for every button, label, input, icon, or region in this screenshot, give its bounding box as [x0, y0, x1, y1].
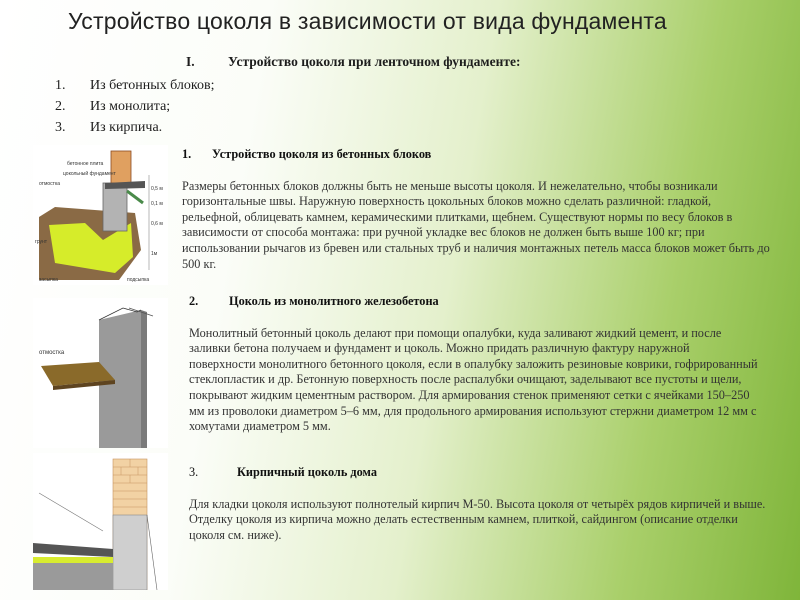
- list-item-text: Из монолита;: [90, 99, 171, 114]
- page-title: Устройство цоколя в зависимости от вида фундамента: [68, 8, 667, 34]
- section-heading-text: Кирпичный цоколь дома: [237, 465, 377, 479]
- section-heading: [189, 294, 759, 310]
- figure-label: 1м: [151, 251, 158, 257]
- list-item-number: 2.: [55, 99, 66, 114]
- figure-label: подсыпка: [127, 277, 150, 283]
- monolithic-section: [189, 294, 759, 435]
- section-heading-text: Устройство цоколя из бетонных блоков: [212, 147, 432, 161]
- section-number: 2.: [189, 294, 199, 308]
- figure-label: 0,5 м: [151, 186, 163, 192]
- section-body: Монолитный бетонный цоколь делают при помощи опалубки, куда заливают жидкий цемент, и после заливки бетона получаем и фундамент и цоколь. Можно придать различную фактуру наружной поверхности монолитного бетонного цоколя, если в опалубку заложить резиновые коврики, гофрированный стеклопластик и др. Бетонную поверхность после распалубки очищают, заделывают все пустоты и щели, покрывают жидким цементным раствором. Для армирования стенок применяют сетки с ячейками 150–250 мм из проволоки диаметром 5–6 мм, для продольного армирования используют стержни диаметром 12 мм с хомутами диаметром 5 мм.: [189, 325, 758, 434]
- brick-plinth-diagram: [33, 453, 168, 590]
- list-item-text: Из кирпича.: [90, 120, 163, 135]
- list-item-number: 1.: [55, 78, 66, 93]
- list-item: [55, 96, 214, 117]
- section-heading: [189, 465, 774, 481]
- figure-label: грунт: [35, 239, 48, 245]
- section-number: 3.: [189, 465, 199, 479]
- list-item-text: Из бетонных блоков;: [90, 78, 215, 93]
- figure-label: цокольный фундамент: [63, 171, 116, 177]
- figure-label: 0,1 м: [151, 201, 163, 207]
- figure-label: отмостка: [39, 181, 61, 187]
- section-heading-text: Цоколь из монолитного железобетона: [229, 294, 439, 308]
- monolithic-plinth-diagram: [33, 298, 168, 448]
- section-body: Размеры бетонных блоков должны быть не меньше высоты цоколя. И нежелательно, чтобы возникали горизонтальные швы. Наружную поверхность цокольных блоков можно сделать различной: гладкой, рельефной, облицевать камнем, керамическими плитками, щебнем. Существуют нормы по весу блоков в зависимости от способа монтажа: при ручной укладке вес блоков не должен быть выше 100 кг; при использовании рычагов из бревен или стальных труб и наличия монтажных петель масса блоков может быть до 500 кг.: [182, 178, 770, 271]
- section-number: I.: [186, 54, 195, 69]
- brick-section: [189, 465, 774, 543]
- section-heading: [182, 147, 772, 163]
- concrete-block-plinth-diagram: [33, 145, 168, 285]
- section-heading: [186, 54, 520, 70]
- foundation-types-list: [55, 75, 214, 138]
- section-number: 1.: [182, 147, 192, 161]
- list-item: [55, 75, 214, 96]
- figure-label: отмостка: [39, 350, 65, 356]
- section-body: Для кладки цоколя используют полнотелый кирпич М-50. Высота цоколя от четырёх рядов кирпичей и выше. Отделку цоколя из кирпича можно делать естественным камнем, плиткой, сайдингом (описание отделки цоколя см. ниже).: [189, 496, 766, 542]
- list-item: [55, 117, 214, 138]
- section-heading-text: Устройство цоколя при ленточном фундаменте:: [228, 54, 521, 69]
- list-item-number: 3.: [55, 120, 66, 135]
- figure-label: 0,6 м: [151, 221, 163, 227]
- concrete-block-section: [182, 147, 772, 272]
- figure-label: засыпка: [39, 277, 58, 283]
- figure-label: бетонное плита: [67, 161, 104, 167]
